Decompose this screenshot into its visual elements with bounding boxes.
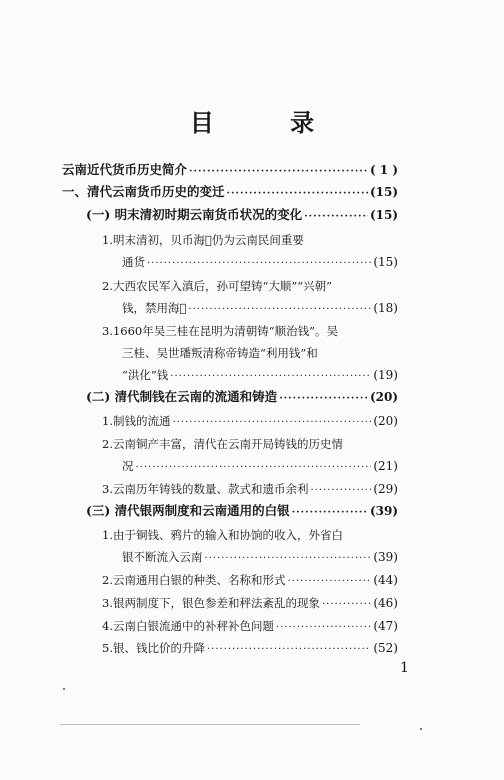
toc-entry-text: 5.银、钱比价的升降 (102, 641, 205, 655)
toc-entry-text: (二) 清代制钱在云南的流通和铸造 (86, 389, 278, 404)
toc-entry[interactable] (122, 547, 398, 567)
toc-entry[interactable] (102, 638, 398, 658)
toc-entry-text: 1.制钱的流通 (102, 414, 171, 428)
toc-entry-text: 2.云南通用白银的种类、名称和形式 (102, 573, 286, 587)
dot-leader (170, 367, 371, 387)
scan-speck (420, 728, 422, 730)
toc-entry-text: 2.大西农民军入滇后，孙可望铸“大顺”“兴朝” (102, 279, 332, 293)
dot-leader (147, 254, 371, 274)
dot-leader (292, 503, 368, 523)
toc-entry-page: (19) (373, 368, 398, 382)
toc-entry[interactable] (62, 182, 398, 202)
scan-speck (63, 688, 65, 690)
dot-leader (276, 618, 371, 638)
dot-leader (172, 413, 371, 433)
toc-entry-page: (47) (373, 619, 398, 633)
toc-entry-text: 3.银两制度下，银色参差和秤法紊乱的现象 (102, 596, 320, 610)
toc-entry-text-cont: 况 (122, 459, 134, 473)
toc-entry-text: 1.由于铜钱、鸦片的输入和协饷的收入，外省白 (102, 528, 343, 542)
toc-entry[interactable] (122, 365, 398, 385)
toc-entry-text-cont: “洪化”钱 (122, 368, 169, 382)
toc-entry-page: (46) (373, 596, 398, 610)
toc-entry[interactable] (102, 479, 398, 499)
scan-edge-line (60, 724, 360, 725)
toc-entry-page: (21) (373, 459, 398, 473)
dot-leader (205, 549, 372, 569)
toc-entry-text: 4.云南白银流通中的补秤补色问题 (102, 619, 274, 633)
toc-entry-page: (39) (369, 504, 398, 518)
toc-entry-text: (三) 清代银两制度和云南通用的白银 (86, 503, 290, 518)
toc-entry[interactable] (86, 387, 398, 407)
dot-leader (207, 640, 371, 660)
page-number: 1 (400, 660, 409, 676)
toc-entry[interactable] (102, 616, 398, 636)
toc-entry-page: (39) (373, 550, 398, 564)
toc-entry-page: (15) (369, 185, 398, 199)
dot-leader (227, 184, 368, 204)
dot-leader (322, 595, 371, 615)
toc-entry-text-cont: 三桂、吴世璠叛清称帝铸造“利用钱”和 (122, 346, 318, 360)
toc-entry-text: 3.云南历年铸钱的数量、款式和遗币余利 (102, 482, 309, 496)
toc-entry-page: (15) (369, 208, 398, 222)
toc-entry[interactable] (122, 456, 398, 476)
toc-entry-text-cont: 银不断流入云南 (122, 550, 203, 564)
toc-entry-text: (一) 明末清初时期云南货币状况的变化 (86, 207, 303, 222)
toc-entry-text: 2.云南铜产丰富，清代在云南开局铸钱的历史情 (102, 437, 343, 451)
toc-entry-text: 一、清代云南货币历史的变迁 (62, 184, 225, 199)
toc-entry[interactable] (86, 501, 398, 521)
toc-entry[interactable] (62, 160, 398, 180)
toc-entry[interactable] (102, 411, 398, 431)
toc-entry-page: (44) (373, 573, 398, 587)
dot-leader (136, 458, 372, 478)
dot-leader (287, 572, 371, 592)
toc-entry[interactable] (86, 205, 398, 225)
toc-entry-text-cont: 通货 (122, 255, 145, 269)
toc-entry-text: 1.明末清初，贝币海𧴩仍为云南民间重要 (102, 233, 304, 247)
dot-leader (189, 162, 368, 182)
toc-entry-text-cont: 钱，禁用海𧴩 (122, 301, 187, 315)
toc-entry-page: (52) (373, 641, 398, 655)
toc-entry-text: 云南近代货币历史简介 (62, 162, 188, 177)
toc-entry[interactable] (122, 252, 398, 272)
toc-entry-page: ( 1 ) (369, 163, 398, 177)
dot-leader (310, 481, 371, 501)
toc-entry[interactable] (102, 570, 398, 590)
dot-leader (279, 389, 368, 409)
toc-entry-page: (20) (373, 414, 398, 428)
toc-entry-page: (20) (369, 390, 398, 404)
toc-entry-page: (29) (373, 482, 398, 496)
toc-title: 目 录 (189, 108, 349, 137)
dot-leader (188, 300, 371, 320)
toc-entry-page: (15) (373, 255, 398, 269)
toc-entry-page: (18) (373, 301, 398, 315)
toc-entry[interactable] (122, 298, 398, 318)
toc-entry[interactable] (102, 593, 398, 613)
dot-leader (304, 207, 368, 227)
toc-entry-text: 3.1660年吴三桂在昆明为清朝铸“顺治钱”。吴 (102, 324, 338, 338)
